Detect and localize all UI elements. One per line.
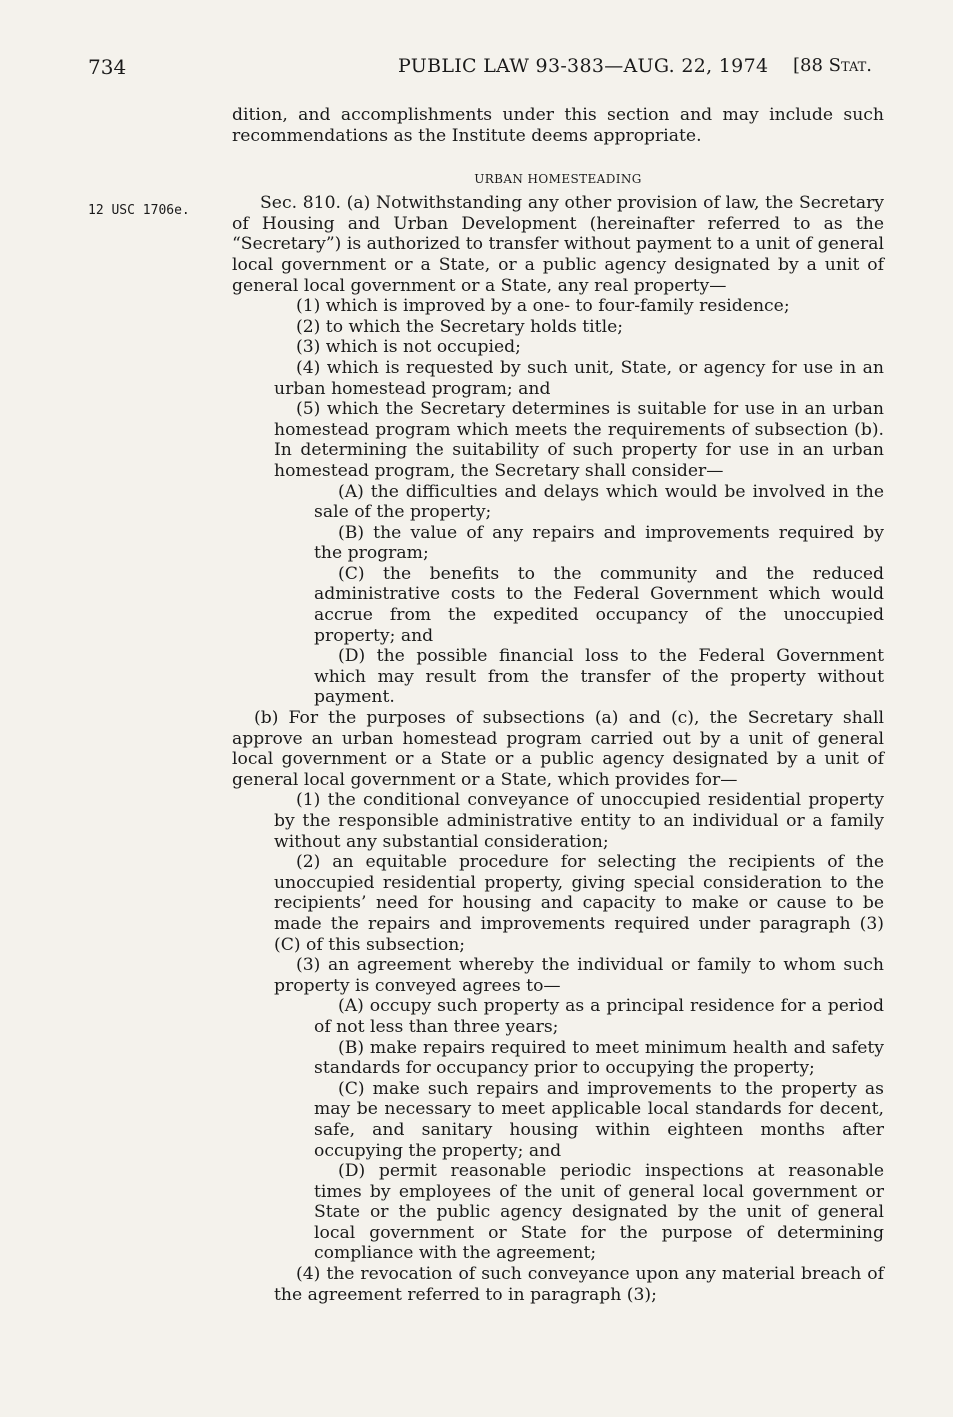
- subclause-aD: (D) the possible financial loss to the Federal Government which may result from the transfer of the property without payment.: [314, 646, 884, 708]
- page-header: [0, 55, 953, 85]
- subclause-aA: (A) the difficulties and delays which would be involved in the sale of the property;: [314, 481, 884, 523]
- clause-b2: (2) an equitable procedure for selecting the recipients of the unoccupied residential property, giving special consideration to the recipients’ need for housing and capacity to make or cause to be made the repairs and improvements required under paragraph (3) (C) of this subsection;: [274, 852, 884, 955]
- subclause-bC: (C) make such repairs and improvements to the property as may be necessary to meet applicable local standards for decent, safe, and sanitary housing within eighteen months after occupying the property; and: [314, 1078, 884, 1161]
- section-810-paragraph: Sec. 810. (a) Notwithstanding any other provision of law, the Secretary of Housing and Urban Development (hereinafter referred to as the “Secretary”) is authorized to transfer without payment to a unit of general local government or a State, or a public agency designated by a unit of general local government or a State, any real property—: [232, 193, 884, 296]
- clause-b4: (4) the revocation of such conveyance upon any material breach of the agreement referred to in paragraph (3);: [274, 1264, 884, 1305]
- clause-b3: (3) an agreement whereby the individual or family to whom such property is conveyed agrees to—: [274, 955, 884, 996]
- section-heading: URBAN HOMESTEADING: [474, 172, 642, 187]
- subclause-bA: (A) occupy such property as a principal residence for a period of not less than three years;: [314, 996, 884, 1037]
- subclause-bD: (D) permit reasonable periodic inspections at reasonable times by employees of the unit of general local government or State or the public agency designated by the unit of general local government or State for the purpose of determining compliance with the agreement;: [314, 1161, 884, 1264]
- document-body: [232, 105, 884, 1305]
- page-number: 734: [88, 55, 127, 79]
- subclause-bB: (B) make repairs required to meet minimum health and safety standards for occupancy prior to occupying the property;: [314, 1037, 884, 1079]
- margin-citation: 12 USC 1706e.: [88, 203, 190, 218]
- subclause-aB: (B) the value of any repairs and improvements required by the program;: [314, 522, 884, 564]
- running-title: PUBLIC LAW 93-383—AUG. 22, 1974: [398, 55, 769, 77]
- subsection-b-paragraph: (b) For the purposes of subsections (a) and (c), the Secretary shall approve an urban homestead program carried out by a unit of general local government or a State or a public agency designated by a unit of general local government or a State, which provides for—: [232, 708, 884, 790]
- statute-reference: [88 Stat.: [793, 55, 873, 76]
- clause-a4: (4) which is requested by such unit, State, or agency for use in an urban homestead program; and: [274, 357, 884, 399]
- clause-a5: (5) which the Secretary determines is suitable for use in an urban homestead program which meets the requirements of subsection (b). In determining the suitability of such property for use in an urban homestead program, the Secretary shall consider—: [274, 399, 884, 481]
- intro-paragraph: dition, and accomplishments under this section and may include such recommendations as the Institute deems appropriate.: [232, 105, 884, 146]
- clause-a1: (1) which is improved by a one- to four-family residence;: [296, 296, 790, 317]
- clause-a3: (3) which is not occupied;: [296, 337, 521, 358]
- clause-b1: (1) the conditional conveyance of unoccupied residential property by the responsible administrative entity to an individual or a family without any substantial consideration;: [274, 790, 884, 852]
- clause-a2: (2) to which the Secretary holds title;: [296, 316, 624, 337]
- subclause-aC: (C) the benefits to the community and the reduced administrative costs to the Federal Government which would accrue from the expedited occupancy of the unoccupied property; and: [314, 563, 884, 646]
